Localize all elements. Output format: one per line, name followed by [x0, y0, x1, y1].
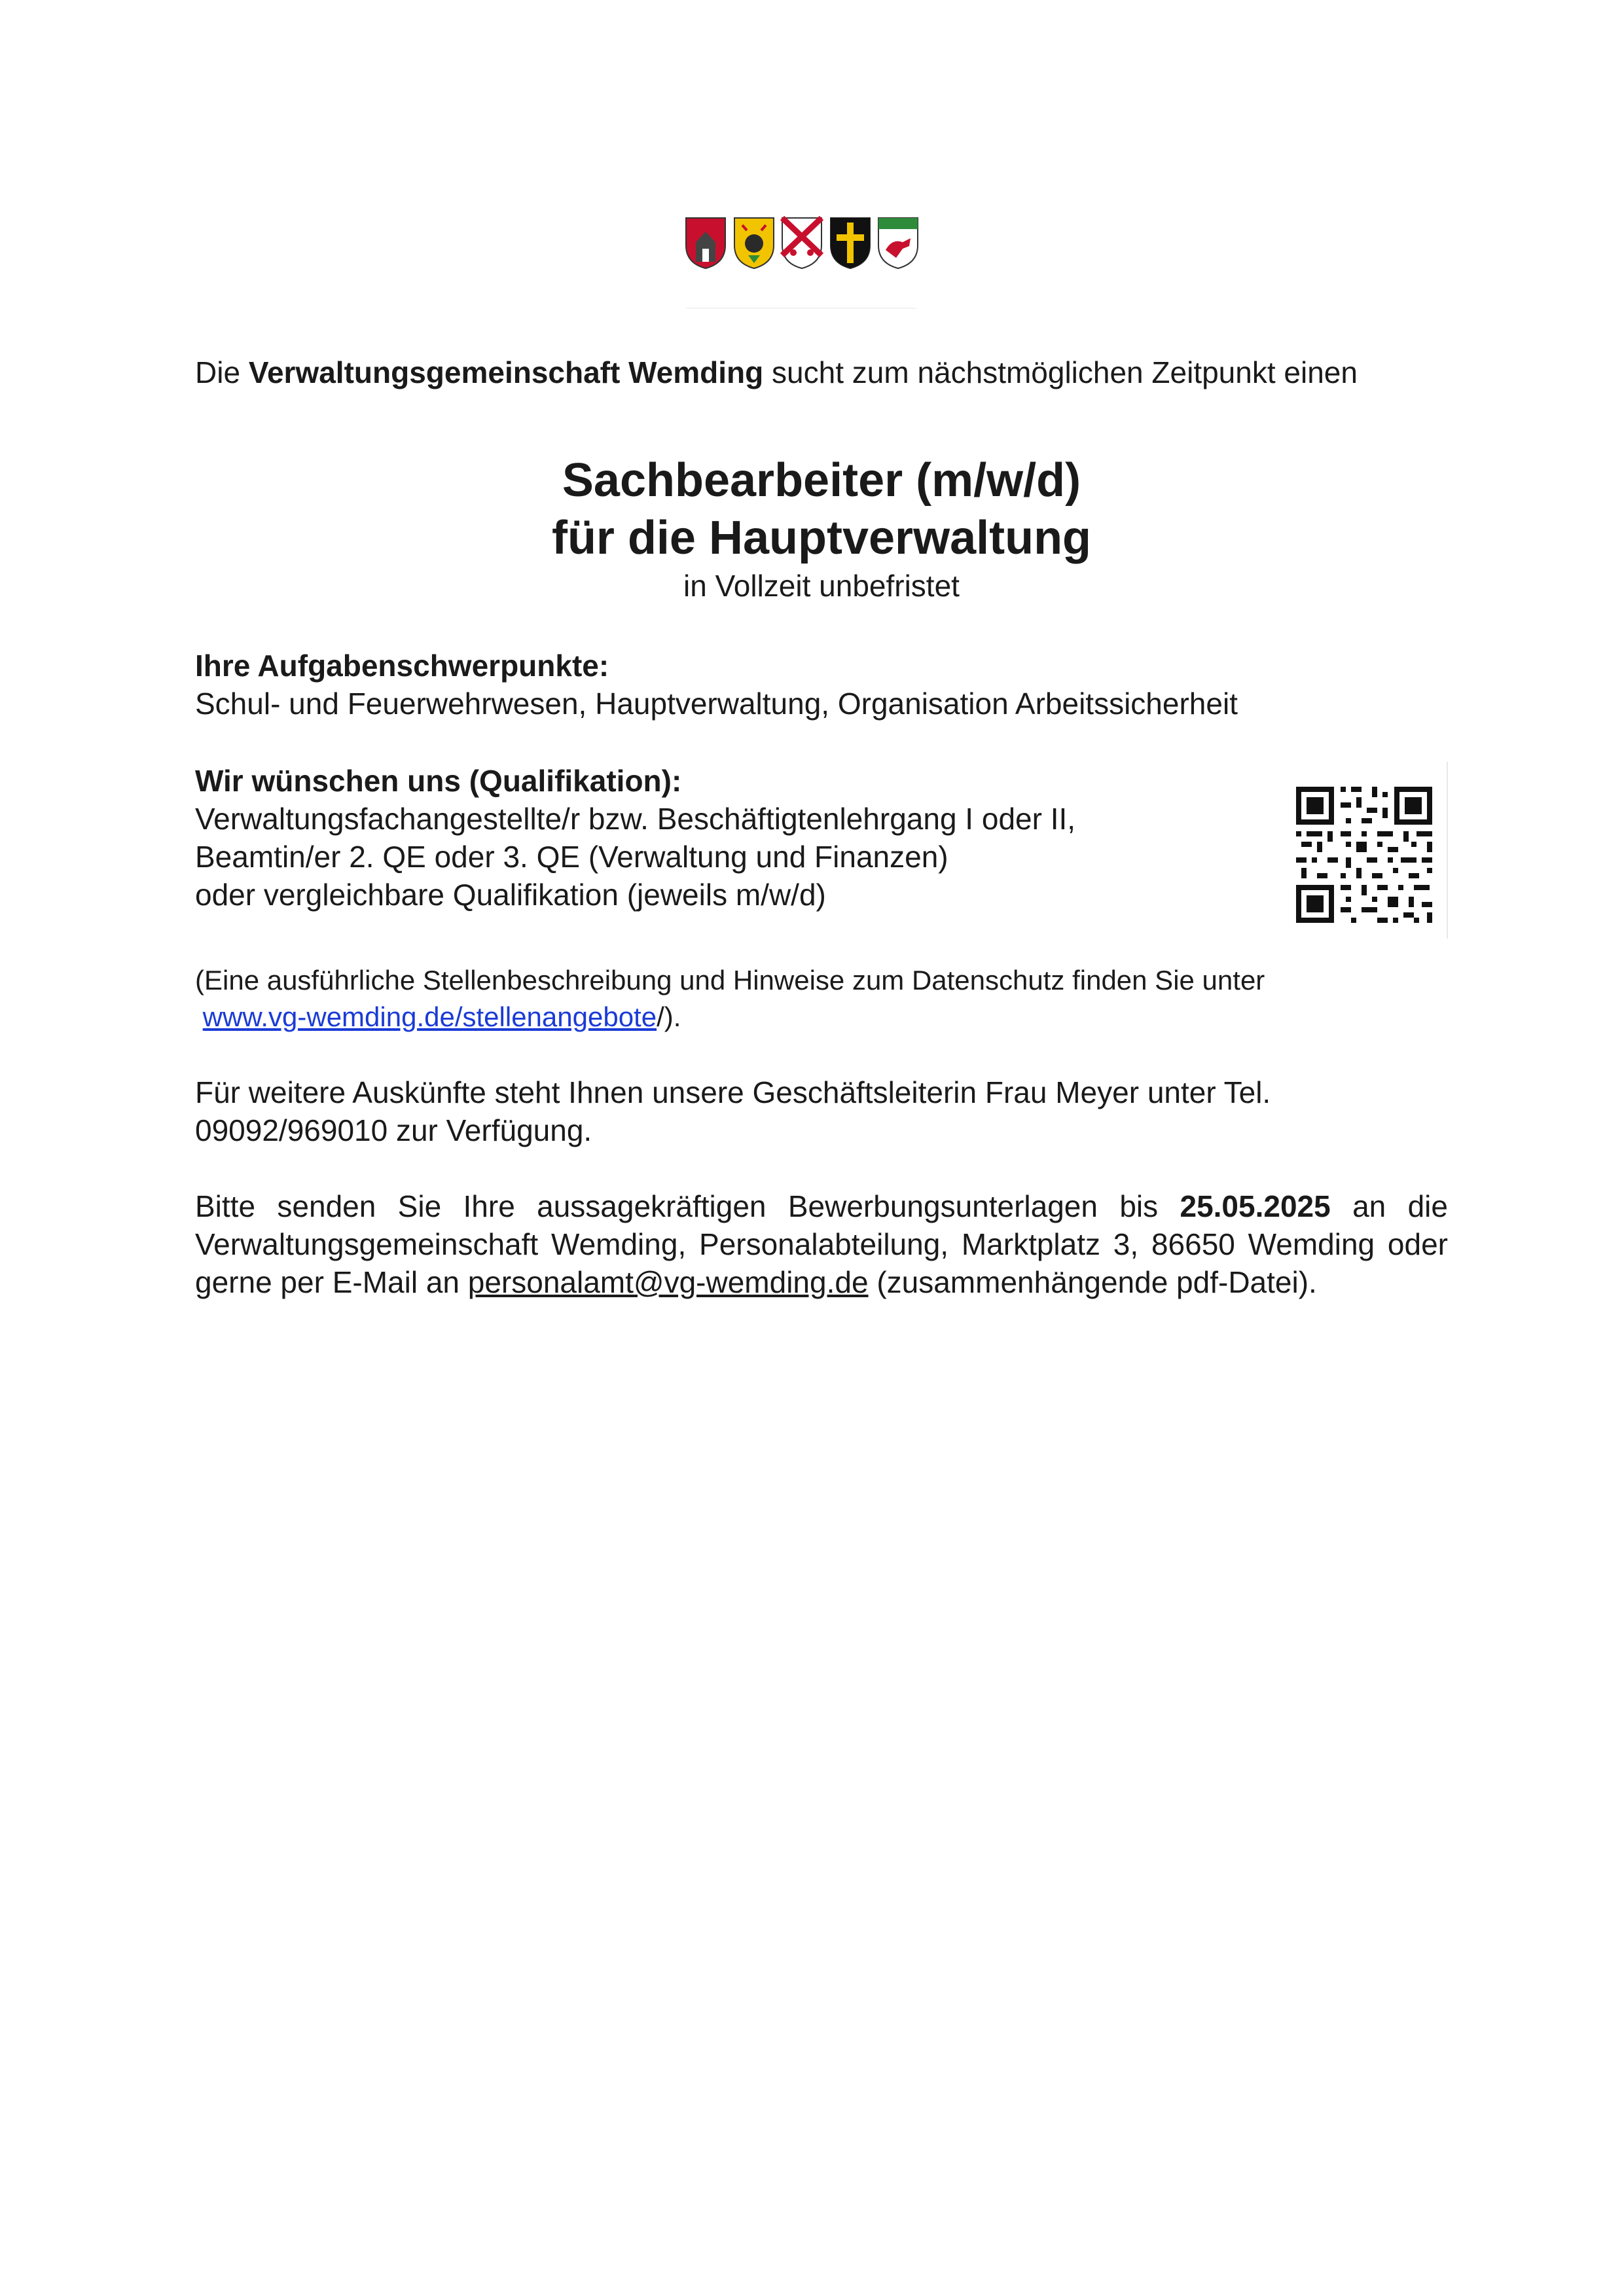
job-title [195, 452, 1448, 567]
crest-3-icon [780, 216, 823, 270]
crest-4-icon [829, 216, 872, 270]
application-text-before: Bitte senden Sie Ihre aussagekräftigen Bewerbungsunterlagen bis [195, 1189, 1180, 1223]
contact-line-1: Für weitere Auskünfte steht Ihnen unsere Geschäftsleiterin Frau Meyer unter Tel. [195, 1075, 1271, 1109]
qr-code-icon[interactable] [1282, 762, 1448, 939]
contact-paragraph [195, 1073, 1448, 1149]
application-email-link[interactable]: personalamt@vg-wemding.de [467, 1265, 869, 1299]
header-divider [686, 308, 916, 309]
qualification-line-2: Beamtin/er 2. QE oder 3. QE (Verwaltung und Finanzen) [195, 840, 948, 874]
crest-1-icon [684, 216, 727, 270]
coat-of-arms-row [684, 216, 920, 281]
qualification-line-1: Verwaltungsfachangestellte/r bzw. Beschäftigtenlehrgang I oder II, [195, 802, 1076, 836]
intro-paragraph [195, 353, 1448, 391]
intro-text-before: Die [195, 355, 249, 389]
tasks-heading: Ihre Aufgabenschwerpunkte: [195, 649, 609, 683]
intro-text-after: sucht zum nächstmöglichen Zeitpunkt einen [763, 355, 1358, 389]
contact-line-2: 09092/969010 zur Verfügung. [195, 1113, 592, 1147]
career-page-link[interactable]: www.vg-wemding.de/stellenangebote [202, 1001, 657, 1032]
qualification-section [195, 762, 1448, 914]
job-title-line-2: für die Hauptverwaltung [551, 512, 1092, 564]
application-text-middle: an die Verwaltungsgemeinschaft Wemding, Personalabteilung, Marktplatz 3, 86650 Wemding oder gerne per E-Mail an [195, 1189, 1448, 1299]
application-deadline: 25.05.2025 [1180, 1189, 1331, 1223]
crest-2-icon [732, 216, 776, 270]
job-subtitle: in Vollzeit unbefristet [683, 569, 960, 603]
tasks-text: Schul- und Feuerwehrwesen, Hauptverwaltung, Organisation Arbeitssicherheit [195, 687, 1238, 721]
qualification-line-3: oder vergleichbare Qualifikation (jeweils m/w/d) [195, 878, 826, 912]
crest-5-icon [876, 216, 920, 270]
job-title-line-1: Sachbearbeiter (m/w/d) [562, 454, 1081, 507]
job-posting [195, 353, 1448, 1301]
application-paragraph [195, 1187, 1448, 1301]
note-paragraph [195, 962, 1448, 1035]
qualification-heading: Wir wünschen uns (Qualifikation): [195, 764, 682, 798]
organization-name: Verwaltungsgemeinschaft Wemding [248, 355, 764, 389]
application-text-after: (zusammenhängende pdf-Datei). [868, 1265, 1317, 1299]
note-link-suffix: /). [657, 1001, 681, 1032]
note-line-1: (Eine ausführliche Stellenbeschreibung und Hinweise zum Datenschutz finden Sie unter [195, 965, 1265, 996]
